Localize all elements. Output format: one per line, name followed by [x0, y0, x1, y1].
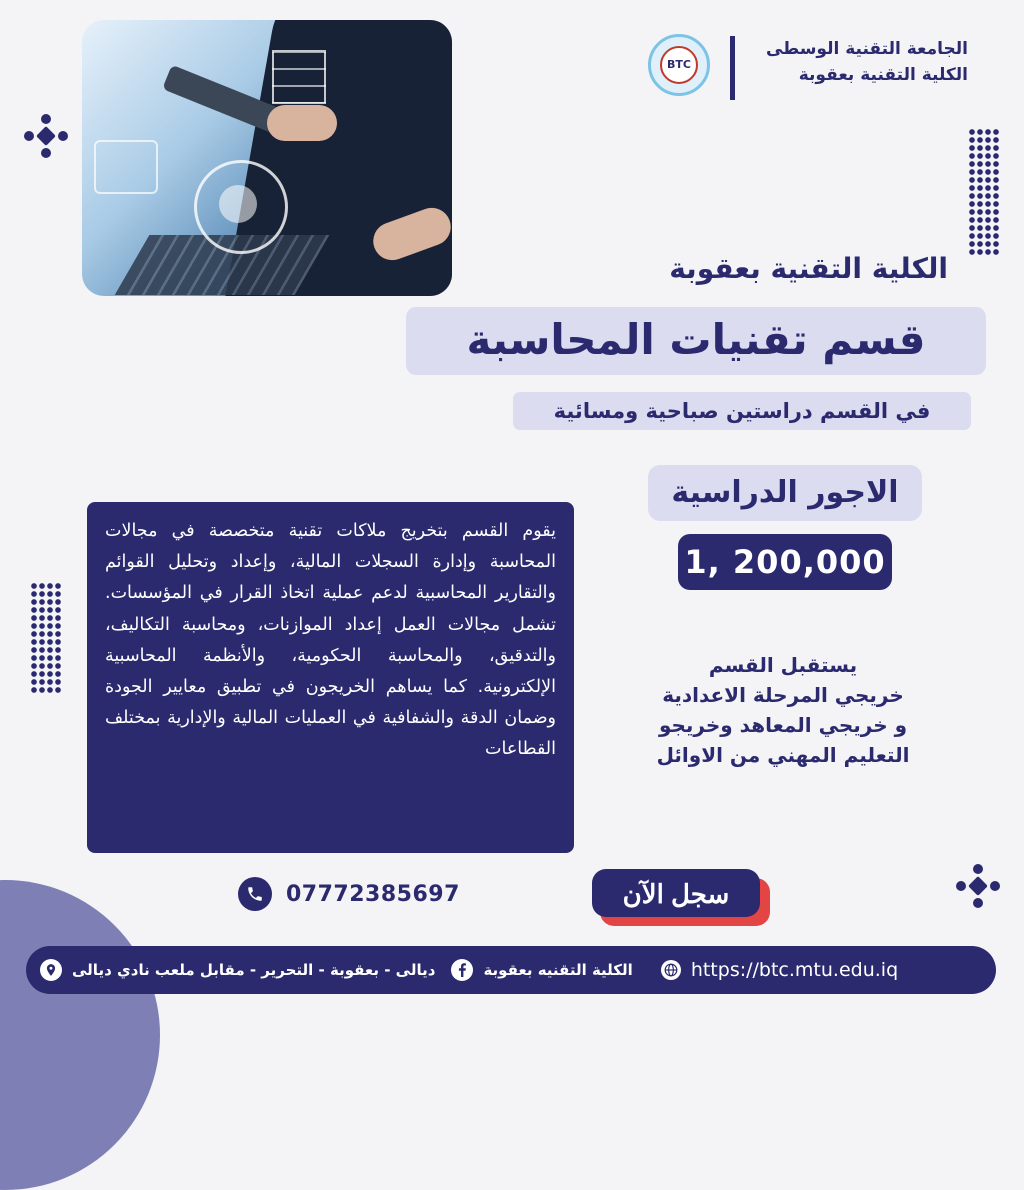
- footer-website[interactable]: [661, 959, 898, 981]
- fees-title: الاجور الدراسية: [648, 465, 922, 521]
- department-title: قسم تقنيات المحاسبة: [406, 307, 986, 375]
- logo-text: BTC: [660, 46, 698, 84]
- dot-grid-decoration: [968, 128, 1000, 256]
- college-logo: [648, 34, 710, 96]
- university-name: الجامعة التقنية الوسطى: [765, 39, 968, 59]
- department-description: يقوم القسم بتخريج ملاكات تقنية متخصصة في مجالات المحاسبة وإدارة السجلات المالية، وإعداد وتحليل القوائم والتقارير المحاسبية لدعم عملية اتخاذ القرار في المؤسسات. تشمل مجالات العمل إعداد الموازنات، ومحاسبة التكاليف، والتدقيق، والمحاسبة الحكومية، والأنظمة المحاسبية الإلكترونية. كما يساهم الخريجون في تطبيق معايير الجودة وضمان الدقة والشفافية في العمليات المالية والإدارية بمختلف القطاعات: [87, 502, 574, 853]
- header-divider: [730, 36, 735, 100]
- fees-value: 1, 200,000: [678, 534, 892, 590]
- footer-facebook[interactable]: [451, 959, 632, 981]
- website-url: https://btc.mtu.edu.iq: [690, 959, 899, 981]
- admission-line: التعليم المهني من الاوائل: [656, 743, 910, 767]
- facebook-text: الكلية التقنيه بعقوبة: [483, 961, 633, 979]
- phone-contact[interactable]: [238, 876, 460, 912]
- footer-bar: [26, 946, 996, 994]
- study-types: في القسم دراستين صباحية ومسائية: [513, 392, 971, 430]
- admission-info: [620, 650, 946, 770]
- college-title: الكلية التقنية بعقوبة: [669, 252, 948, 285]
- admission-line: خريجي المرحلة الاعدادية: [662, 683, 904, 707]
- facebook-icon: [451, 959, 473, 981]
- footer-address: [40, 959, 435, 981]
- sparkle-icon: [24, 114, 68, 158]
- location-pin-icon: [40, 959, 62, 981]
- dot-grid-decoration: [30, 582, 62, 694]
- background-circle: [0, 880, 160, 1190]
- phone-number: 07772385697: [286, 881, 460, 907]
- admission-line: يستقبل القسم: [708, 653, 858, 677]
- register-button[interactable]: سجل الآن: [592, 869, 760, 917]
- globe-icon: [661, 960, 681, 980]
- header-institution: [766, 36, 968, 88]
- phone-icon: [238, 877, 272, 911]
- hero-image: [82, 20, 452, 296]
- admission-line: و خريجي المعاهد وخريجو: [658, 713, 908, 737]
- college-name-header: الكلية التقنية بعقوبة: [798, 65, 968, 85]
- address-text: ديالى - بعقوبة - التحرير - مقابل ملعب نادي ديالى: [72, 961, 436, 979]
- sparkle-icon: [956, 864, 1000, 908]
